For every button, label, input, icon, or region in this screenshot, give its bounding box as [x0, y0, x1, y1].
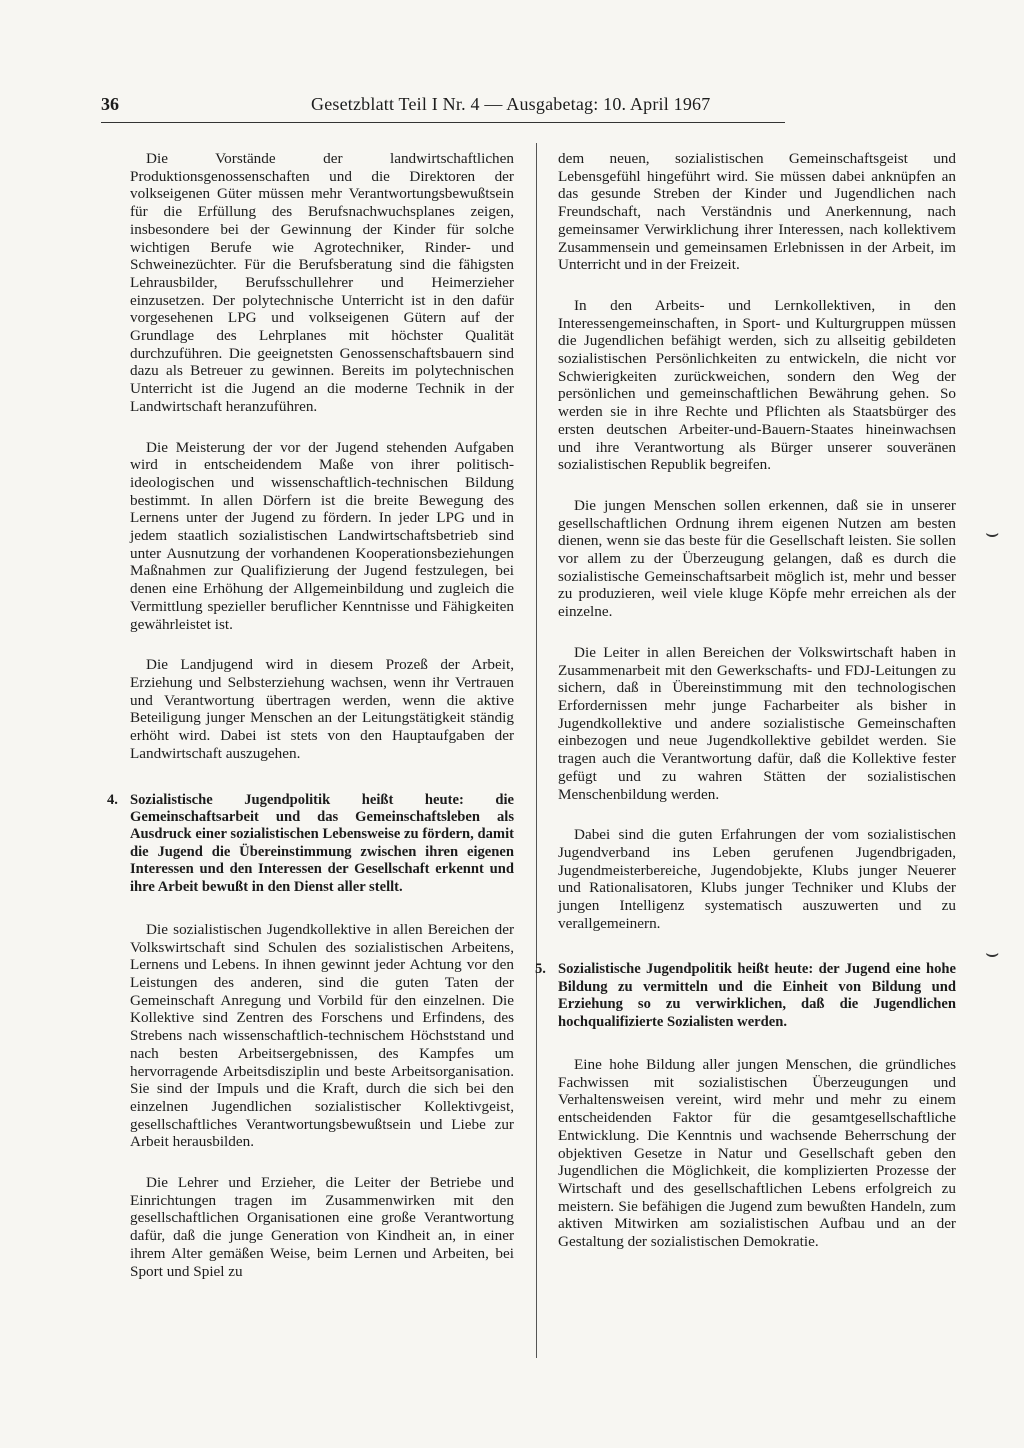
section-number: 5.: [535, 961, 546, 978]
paragraph: Die Meisterung der vor der Jugend stehenden Aufgaben wird in entscheidendem Maße von ihrer politisch-ideologischen und wissenschaftlich-technischen Bildung bestimmt. In allen Dörfern ist die breite Bewegung des Lernens unter der Jugend zu fördern. In jeder LPG und in jedem staatlich sozialistischen Landwirtschaftsbetrieb sind unter Ausnutzung der vorhandenen Kooperationsbeziehungen Maßnahmen zur Qualifizierung der Jugend festzulegen, bei denen eine Erhöhung der Allgemeinbildung und zugleich die Vermittlung spezieller beruflicher Kenntnisse und Fähigkeiten gewährleistet ist.: [130, 438, 514, 633]
section-number: 4.: [107, 791, 118, 808]
margin-mark: ⌣: [985, 520, 1000, 545]
header-rule: [101, 122, 785, 123]
right-column: [535, 150, 956, 1251]
paragraph: Die sozialistischen Jugendkollektive in allen Bereichen der Volkswirtschaft sind Schulen des sozialistischen Arbeitens, Lernens und Lebens. In ihnen gewinnt jeder Achtung vor den Leistungen des anderen, sind die guten Taten der Gemeinschaft Anregung und Vorbild für den einzelnen. Die Kollektive sind Zentren des Forschens und Erfindens, des Strebens nach wissenschaftlich-technischem Höchststand und nach besten Arbeitsergebnissen, des Kampfes um hervorragende Arbeitsdisziplin und beste Arbeitsorganisation. Sie sind der Impuls und die Kraft, durch die sich bei den einzelnen Jugendlichen sozialistischer Kollektivgeist, gesellschaftliches Verantwortungsbewußtsein und Liebe zur Arbeit herausbilden.: [130, 920, 514, 1151]
paragraph-continued: dem neuen, sozialistischen Gemeinschaftsgeist und Lebensgefühl hingeführt wird. Sie müssen dabei anknüpfen an das gesunde Streben der Kinder und Jugendlichen nach Freundschaft, nach Verständnis und Anerkennung, nach gemeinsamer Verwirklichung ihrer Interessen, nach kollektivem Zusammensein und gemeinsamen Erlebnissen in der Arbeit, im Unterricht und in der Freizeit.: [558, 150, 956, 274]
running-title: Gesetzblatt Teil I Nr. 4 — Ausgabetag: 10. April 1967: [311, 94, 711, 114]
section-heading-text: Sozialistische Jugendpolitik heißt heute: die Gemeinschaftsarbeit und das Gemeinschaftsleben als Ausdruck einer sozialistischen Lebensweise zu fördern, damit die Jugend die Übereinstimmung zwischen ihren eigenen Interessen und den Interessen der Gesellschaft erkennt und ihre Arbeit bewußt in den Dienst aller stellt.: [130, 791, 514, 895]
section-heading-text: Sozialistische Jugendpolitik heißt heute: der Jugend eine hohe Bildung zu vermitteln und die Einheit von Bildung und Erziehung so zu verwirklichen, daß die Jugendlichen hochqualifizierte Sozialisten werden.: [558, 961, 956, 1030]
paragraph: Die Lehrer und Erzieher, die Leiter der Betriebe und Einrichtungen tragen im Zusammenwirken mit den gesellschaftlichen Organisationen eine große Verantwortung dafür, daß die junge Generation von Kindheit an, in einer ihrem Alter gemäßen Weise, beim Lernen und Arbeiten, bei Sport und Spiel zu: [130, 1174, 514, 1280]
paragraph: Die Vorstände der landwirtschaftlichen Produktionsgenossenschaften und die Direktoren der volkseigenen Güter müssen mehr Verantwortungsbewußtsein für die Erfüllung des Berufsnachwuchsplanes zeigen, insbesondere bei der Gewinnung der Kinder für solche wichtigen Berufe wie Agrotechniker, Rinder- und Schweinezüchter. Für die Berufsberatung sind die fähigsten Lehrausbilder, Berufsschullehrer und Heimerzieher einzusetzen. Der polytechnische Unterricht ist in den dafür vorgesehenen LPG und volkseigenen Gütern auf der Grundlage des Lehrplanes mit höchster Qualität durchzuführen. Die geeignetsten Genossenschaftsbauern sind dazu als Betreuer zu gewinnen. Bereits im polytechnischen Unterricht ist die Jugend an die moderne Technik in der Landwirtschaft heranzuführen.: [130, 150, 514, 415]
page-number: 36: [101, 94, 119, 114]
paragraph: Dabei sind die guten Erfahrungen der vom sozialistischen Jugendverband ins Leben gerufenen Jugendbrigaden, Jugendmeisterbereiche, Jugendobjekte, Klubs junger Neuerer und Rationalisatoren, Klubs junger Techniker und Klubs der jungen Intelligenz systematisch auszuwerten und zu verallgemeinern.: [558, 826, 956, 932]
paragraph: Eine hohe Bildung aller jungen Menschen, die gründliches Fachwissen mit sozialistischen Überzeugungen und Verhaltensweisen vereint, wird mehr und mehr zu einem entscheidenden Faktor für die gesamtgesellschaftliche Entwicklung. Die Kenntnis und wachsende Beherrschung der objektiven Gesetze in Natur und Gesellschaft geben den Jugendlichen die Möglichkeit, die komplizierten Prozesse der Wirtschaft und des gesellschaftlichen Lebens erfolgreich zu meistern. Sie befähigen die Jugend zum bewußten Handeln, zum aktiven Mitwirken am sozialistischen Aufbau und an der Gestaltung der sozialistischen Demokratie.: [558, 1056, 956, 1251]
paragraph: Die jungen Menschen sollen erkennen, daß sie in unserer gesellschaftlichen Ordnung ihrem eigenen Nutzen am besten dienen, wenn sie das beste für die Gesellschaft leisten. Sie sollen vor allem zu der Überzeugung gelangen, daß es durch die sozialistische Gemeinschaftsarbeit möglich ist, mehr und besser zu produzieren, weil viele kluge Köpfe mehr erreichen als der einzelne.: [558, 496, 956, 621]
paragraph: In den Arbeits- und Lernkollektiven, in den Interessengemeinschaften, in Sport- und Kulturgruppen müssen die Jugendlichen befähigt werden, sich zu allseitig gebildeten sozialistischen Persönlichkeiten zu entwickeln, die nicht vor Schwierigkeiten zurückweichen, sondern den Weg der persönlichen und gemeinschaftlichen Bewährung gehen. So werden sie in ihre Rechte und Pflichten als Staatsbürger des ersten deutschen Arbeiter-und-Bauern-Staates hineinwachsen und ihre Verantwortung als Bürger unserer souveränen sozialistischen Republik begreifen.: [558, 296, 956, 474]
paragraph: Die Landjugend wird in diesem Prozeß der Arbeit, Erziehung und Selbsterziehung wachsen, wenn ihr Vertrauen und Verantwortung übertragen werden, wenn die aktive Beteiligung junger Menschen an der Leitungstätigkeit ständig erhöht wird. Dabei ist stets von den Hauptaufgaben der Landwirtschaft auszugehen.: [130, 656, 514, 762]
margin-mark: ⌣: [985, 940, 1000, 965]
paragraph: Die Leiter in allen Bereichen der Volkswirtschaft haben in Zusammenarbeit mit den Gewerkschafts- und FDJ-Leitungen zu sichern, daß in Übereinstimmung mit den technologischen Erfordernissen mehr junge Facharbeiter als bisher in Jugendkollektive und andere sozialistische Gemeinschaften einbezogen und neue Jugendkollektive gebildet werden. Sie tragen auch die Verantwortung dafür, daß die Kollektive fester gefügt und zu wahren Stätten der sozialistischen Menschenbildung werden.: [558, 643, 956, 803]
section-heading-4: [107, 791, 514, 896]
left-column: [107, 150, 514, 1280]
section-heading-5: [535, 961, 956, 1031]
column-divider: [536, 143, 537, 1358]
